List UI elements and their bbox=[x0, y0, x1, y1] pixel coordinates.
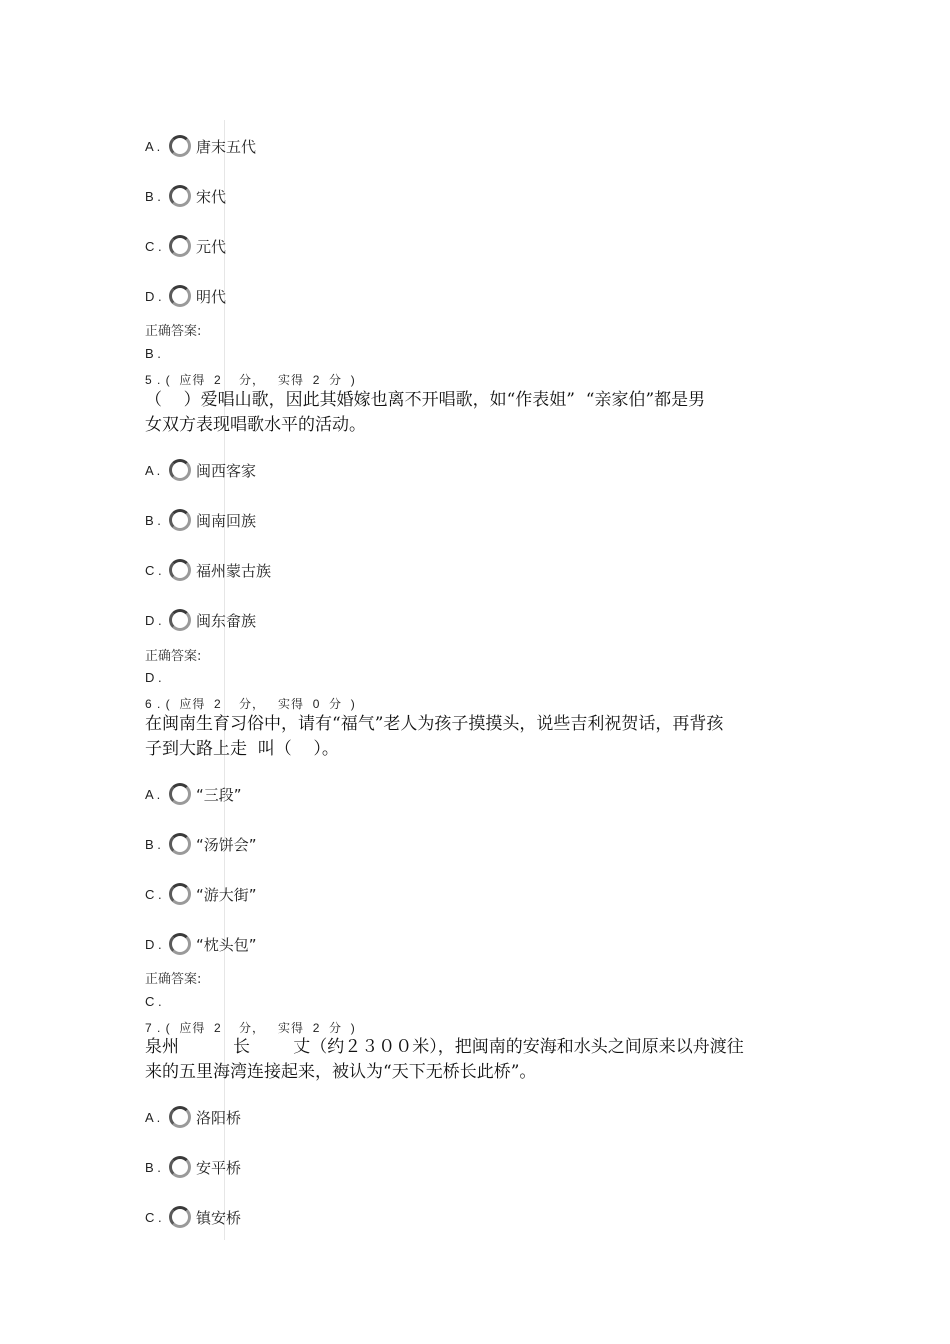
q5-option-a[interactable] bbox=[145, 455, 256, 485]
option-letter: A . bbox=[145, 138, 161, 154]
q4-option-b[interactable] bbox=[145, 181, 226, 211]
option-text: 宋代 bbox=[196, 187, 227, 206]
radio-button[interactable] bbox=[169, 883, 191, 905]
question-text bbox=[145, 712, 810, 762]
q5-option-d[interactable] bbox=[145, 605, 256, 635]
question-line: 子到大路上走 叫（ ）。 bbox=[145, 739, 339, 759]
answer-label: 正确答案: bbox=[145, 324, 202, 339]
option-text: 闽东畲族 bbox=[196, 611, 257, 630]
radio-button[interactable] bbox=[169, 235, 191, 257]
option-letter: C . bbox=[145, 886, 162, 902]
question-line: （ ）爱唱山歌，因此其婚嫁也离不开唱歌，如“作表姐” “亲家伯”都是男 bbox=[145, 390, 706, 410]
option-text: “枕头包” bbox=[196, 935, 257, 954]
answer-label: 正确答案: bbox=[145, 649, 202, 664]
option-letter: D . bbox=[145, 288, 162, 304]
radio-button[interactable] bbox=[169, 509, 191, 531]
option-text: 安平桥 bbox=[196, 1158, 242, 1177]
radio-button[interactable] bbox=[169, 933, 191, 955]
option-letter: B . bbox=[145, 512, 161, 528]
option-text: 明代 bbox=[196, 287, 227, 306]
question-text bbox=[145, 388, 810, 438]
option-text: 元代 bbox=[196, 237, 227, 256]
q5-option-c[interactable] bbox=[145, 555, 271, 585]
option-letter: B . bbox=[145, 836, 161, 852]
correct-answer: B . bbox=[145, 346, 161, 361]
q4-option-d[interactable] bbox=[145, 281, 226, 311]
radio-button[interactable] bbox=[169, 185, 191, 207]
q7-option-a[interactable] bbox=[145, 1102, 241, 1132]
question-text bbox=[145, 1035, 810, 1085]
radio-button[interactable] bbox=[169, 135, 191, 157]
radio-button[interactable] bbox=[169, 1156, 191, 1178]
radio-button[interactable] bbox=[169, 1206, 191, 1228]
option-text: 闽西客家 bbox=[196, 461, 257, 480]
option-letter: C . bbox=[145, 1209, 162, 1225]
correct-answer: C . bbox=[145, 994, 162, 1009]
option-text: 唐末五代 bbox=[196, 137, 257, 156]
option-letter: C . bbox=[145, 238, 162, 254]
q6-option-a[interactable] bbox=[145, 779, 242, 809]
radio-button[interactable] bbox=[169, 833, 191, 855]
q6-option-b[interactable] bbox=[145, 829, 257, 859]
option-letter: A . bbox=[145, 462, 161, 478]
option-letter: D . bbox=[145, 612, 162, 628]
option-text: 洛阳桥 bbox=[196, 1108, 242, 1127]
option-letter: D . bbox=[145, 936, 162, 952]
q7-option-b[interactable] bbox=[145, 1152, 241, 1182]
radio-button[interactable] bbox=[169, 783, 191, 805]
option-letter: B . bbox=[145, 1159, 161, 1175]
question-header: 6 . ( 应得 2 分， 实得 0 分 ) bbox=[145, 697, 356, 711]
answer-label: 正确答案: bbox=[145, 972, 202, 987]
option-letter: C . bbox=[145, 562, 162, 578]
radio-button[interactable] bbox=[169, 559, 191, 581]
option-text: 闽南回族 bbox=[196, 511, 257, 530]
question-header: 5 . ( 应得 2 分， 实得 2 分 ) bbox=[145, 373, 356, 387]
option-text: “汤饼会” bbox=[196, 835, 257, 854]
question-header: 7 . ( 应得 2 分， 实得 2 分 ) bbox=[145, 1021, 356, 1035]
q4-option-c[interactable] bbox=[145, 231, 226, 261]
correct-answer: D . bbox=[145, 670, 162, 685]
q4-option-a[interactable] bbox=[145, 131, 256, 161]
option-letter: A . bbox=[145, 786, 161, 802]
option-letter: A . bbox=[145, 1109, 161, 1125]
q5-option-b[interactable] bbox=[145, 505, 256, 535]
option-text: “三段” bbox=[196, 785, 242, 804]
question-line: 在闽南生育习俗中，请有“福气”老人为孩子摸摸头，说些吉利祝贺话，再背孩 bbox=[145, 714, 724, 734]
q6-option-d[interactable] bbox=[145, 929, 257, 959]
radio-button[interactable] bbox=[169, 609, 191, 631]
radio-button[interactable] bbox=[169, 459, 191, 481]
option-text: 福州蒙古族 bbox=[196, 561, 272, 580]
question-line: 泉州 长 丈（约２３００米），把闽南的安海和水头之间原来以舟渡往 bbox=[145, 1037, 744, 1057]
question-line: 来的五里海湾连接起来，被认为“天下无桥长此桥”。 bbox=[145, 1062, 537, 1082]
option-letter: B . bbox=[145, 188, 161, 204]
question-line: 女双方表现唱歌水平的活动。 bbox=[145, 415, 366, 435]
option-text: 镇安桥 bbox=[196, 1208, 242, 1227]
option-text: “游大街” bbox=[196, 885, 257, 904]
q6-option-c[interactable] bbox=[145, 879, 257, 909]
radio-button[interactable] bbox=[169, 285, 191, 307]
radio-button[interactable] bbox=[169, 1106, 191, 1128]
q7-option-c[interactable] bbox=[145, 1202, 241, 1232]
